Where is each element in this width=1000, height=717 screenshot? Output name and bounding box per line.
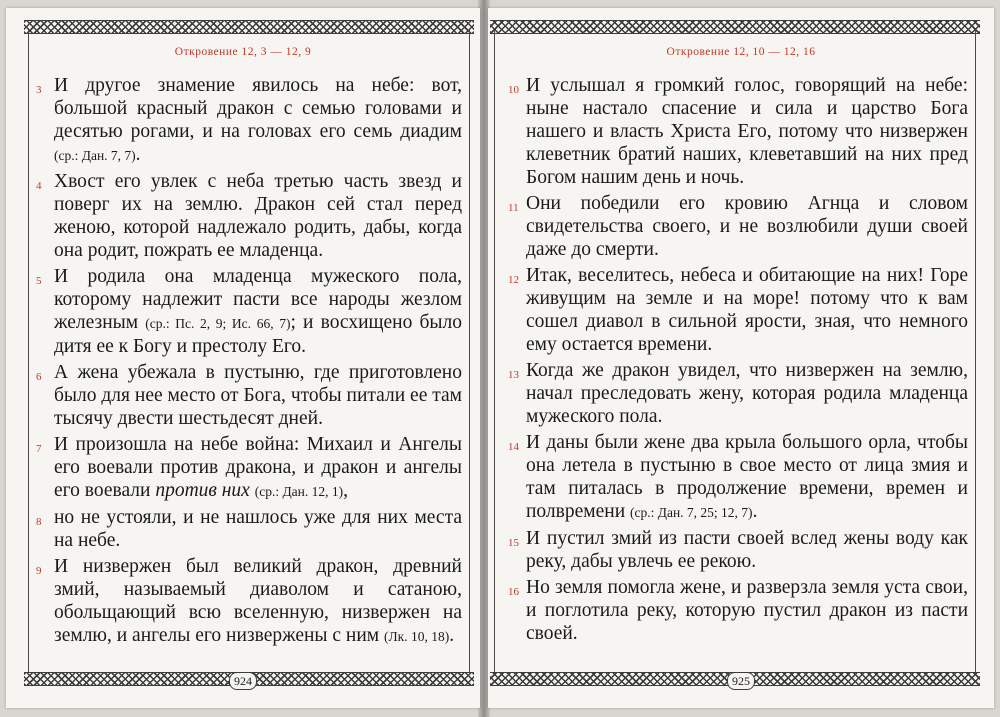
page-text — [508, 74, 968, 648]
right-page — [488, 8, 994, 708]
verse — [508, 527, 968, 573]
verse-text: Итак, веселитесь, небеса и обитающие на них! Горе живущим на земле и на море! потому что к вам сошел диавол в сильной ярости, зная, что немного ему остается времени. — [526, 265, 968, 355]
verse-text: А жена убежала в пустыню, где приготовлено было для нее место от Бога, чтобы питали ее там тысячу двести шестьдесят дней. — [54, 362, 462, 429]
verse-number: 13 — [508, 369, 519, 381]
verse-number: 7 — [36, 443, 42, 455]
verse-number: 6 — [36, 371, 42, 383]
verse — [36, 265, 463, 358]
verse — [36, 361, 462, 430]
page-number: 924 — [229, 672, 257, 690]
verse-number: 11 — [508, 202, 519, 214]
verse-number: 8 — [36, 516, 42, 528]
verse-number: 14 — [508, 441, 519, 453]
running-header: Откровение 12, 10 — 12, 16 — [666, 46, 816, 58]
verse — [508, 264, 968, 356]
verse-text: И другое знамение явилось на небе: вот, большой красный дракон с семью головами и десятью рогами, и на головах его семь диадим — [54, 75, 462, 142]
verse-text: но не устояли, и не нашлось уже для них места на небе. — [54, 507, 462, 551]
running-header: Откровение 12, 3 — 12, 9 — [174, 46, 312, 58]
verse-number: 15 — [508, 537, 519, 549]
verse-number: 5 — [36, 275, 42, 287]
verse-tail: . — [752, 501, 758, 522]
verse-tail: , — [343, 480, 349, 501]
italic-insertion: против них — [155, 480, 250, 501]
verse — [36, 555, 462, 648]
verse — [508, 192, 968, 261]
verse — [36, 170, 462, 262]
cross-reference: (Лк. 10, 18) — [384, 629, 450, 644]
verse-text: Когда же дракон увидел, что низвержен на землю, начал преследовать жену, которая родила младенца мужеского пола. — [526, 360, 968, 427]
verse-number: 10 — [508, 84, 519, 96]
verse-text: И родила она младенца мужеского пола, которому надлежит пасти все народы жезлом железным — [54, 266, 462, 333]
cross-reference: (ср.: Дан. 7, 7) — [54, 148, 136, 163]
page-number: 925 — [727, 672, 755, 690]
cross-reference: (ср.: Дан. 12, 1) — [254, 484, 344, 499]
verse — [36, 506, 462, 552]
verse-number: 12 — [508, 274, 519, 286]
verse-text: И произошла на небе война: Михаил и Ангелы его воевали против дракона, и дракон и ангелы его воевали — [54, 434, 462, 501]
verse-number: 3 — [36, 84, 42, 96]
verse-number: 16 — [508, 586, 519, 598]
verse-text: Они победили его кровию Агнца и словом свидетельства своего, и не возлюбили души своей даже до смерти. — [526, 193, 968, 260]
verse-text: И низвержен был великий дракон, древний змий, называемый диаволом и сатаною, обольщающий всю вселенную, низвержен на землю, и ангелы его низвержены с ним — [54, 556, 462, 646]
verse-text: И пустил змий из пасти своей вслед жены воду как реку, дабы увлечь ее рекою. — [526, 528, 968, 572]
verse — [508, 431, 968, 524]
verse — [508, 576, 968, 645]
verse-tail: . — [449, 625, 455, 646]
cross-reference: (ср.: Пс. 2, 9; Ис. 66, 7) — [145, 316, 291, 331]
verse — [508, 74, 968, 189]
verse-text: И услышал я громкий голос, говорящий на небе: ныне настало спасение и сила и царство Бога нашего и власть Христа Его, потому что низвержен клеветник братий наших, клеветавший на них пред Богом нашим день и ночь. — [526, 75, 968, 188]
verse — [36, 433, 462, 503]
verse-tail: ; и восхищено было дитя ее к Богу и престолу Его. — [54, 312, 463, 357]
page-text — [36, 74, 463, 651]
verse — [36, 74, 462, 167]
left-page — [6, 8, 480, 708]
verse-text: Но земля помогла жене, и разверзла земля уста свои, и поглотила реку, которую пустил дракон из пасти своей. — [526, 577, 968, 644]
verse-number: 9 — [36, 565, 42, 577]
verse — [508, 359, 968, 428]
verse-tail: . — [135, 144, 141, 165]
verse-text: И даны были жене два крыла большого орла, чтобы она летела в пустыню в свое место от лица змия и там питалась в продолжение времени, времен и полвремени — [526, 432, 968, 522]
cross-reference: (ср.: Дан. 7, 25; 12, 7) — [630, 505, 753, 520]
verse-number: 4 — [36, 180, 42, 192]
verse-text: Хвост его увлек с неба третью часть звезд и поверг их на землю. Дракон сей стал перед женою, которой надлежало родить, дабы, когда она родит, пожрать ее младенца. — [54, 171, 462, 261]
